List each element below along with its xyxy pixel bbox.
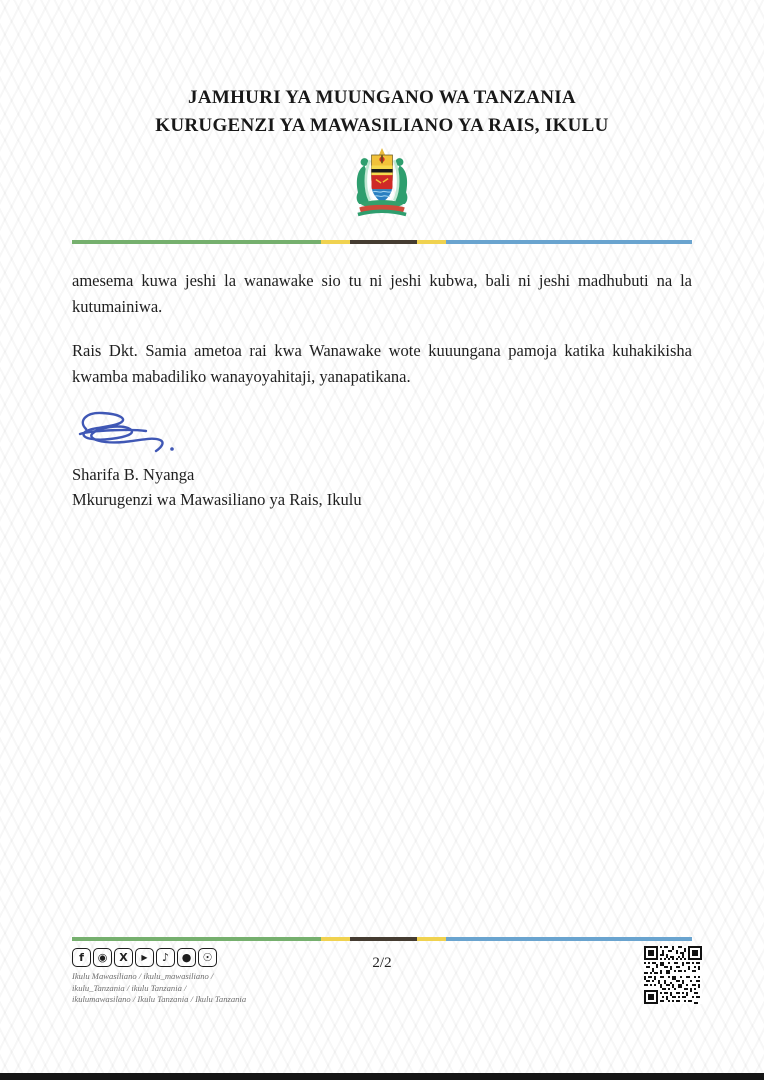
body-paragraph-1: amesema kuwa jeshi la wanawake sio tu ni jeshi kubwa, bali ni jeshi madhubuti na la kutumainiwa. bbox=[72, 271, 692, 316]
podcast-glyph: ☉ bbox=[202, 951, 213, 964]
x-twitter-glyph: X bbox=[119, 951, 128, 964]
divider-green-segment bbox=[72, 937, 321, 941]
body-paragraph-2: Rais Dkt. Samia ametoa rai kwa Wanawake wote kuuungana pamoja katika kuhakikisha kwamba mabadiliko wanayoyahitaji, yanapatikana. bbox=[72, 341, 692, 386]
flag-color-divider-top bbox=[72, 240, 692, 244]
divider-blue-segment bbox=[446, 937, 692, 941]
handles-line-3: ikulumawasilano / Ikulu Tanzania / Ikulu Tanzania bbox=[72, 994, 247, 1005]
facebook-glyph: f bbox=[79, 951, 84, 964]
divider-green-segment bbox=[72, 240, 321, 244]
signer-title: Mkurugenzi wa Mawasiliano ya Rais, Ikulu bbox=[72, 490, 362, 509]
social-handles-text bbox=[72, 971, 332, 1006]
tiktok-glyph: ♪ bbox=[161, 951, 170, 964]
tanzania-coat-of-arms-icon bbox=[338, 148, 426, 232]
title-line-2: KURUGENZI YA MAWASILIANO YA RAIS, IKULU bbox=[155, 115, 609, 136]
divider-dark-segment bbox=[350, 240, 416, 244]
spotify-glyph: ● bbox=[181, 951, 192, 964]
instagram-glyph: ◉ bbox=[97, 951, 108, 964]
title-line-1: JAMHURI YA MUUNGANO WA TANZANIA bbox=[188, 87, 576, 108]
divider-yellow-segment bbox=[417, 937, 446, 941]
qr-code bbox=[644, 946, 702, 1004]
divider-yellow-segment bbox=[321, 937, 350, 941]
divider-yellow-segment bbox=[417, 240, 446, 244]
youtube-glyph: ▶ bbox=[141, 952, 148, 962]
divider-yellow-segment bbox=[321, 240, 350, 244]
divider-blue-segment bbox=[446, 240, 692, 244]
signer-name: Sharifa B. Nyanga bbox=[72, 465, 195, 485]
divider-dark-segment bbox=[350, 937, 416, 941]
signature-ink bbox=[72, 407, 198, 457]
flag-color-divider-bottom bbox=[72, 937, 692, 941]
handles-line-2: ikulu_Tanzania / ikulu Tanzania / bbox=[72, 982, 187, 993]
page-number: 2/2 bbox=[372, 955, 392, 971]
bottom-black-bar bbox=[0, 1073, 764, 1080]
page-title bbox=[72, 84, 692, 140]
handles-line-1: Ikulu Mawasiliano / ikulu_mawasiliano / bbox=[72, 971, 214, 981]
